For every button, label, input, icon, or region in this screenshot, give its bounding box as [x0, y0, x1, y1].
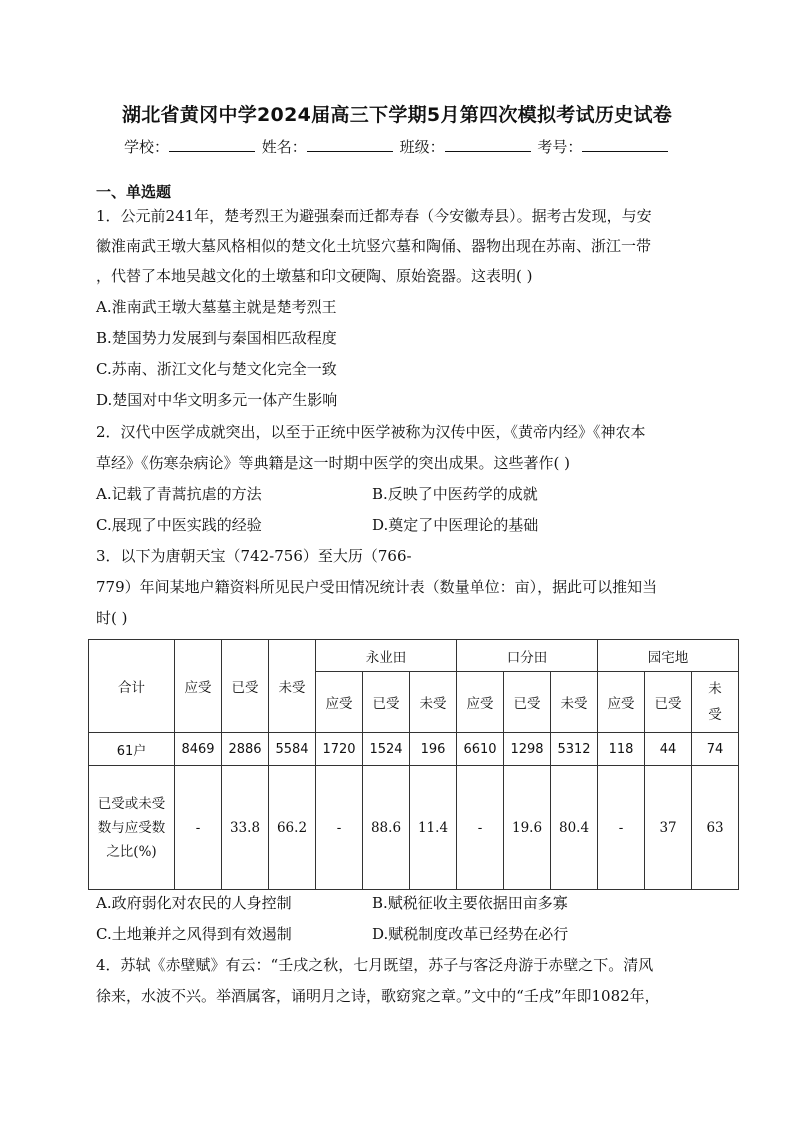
q2-option-b[interactable]: B.反映了中医药学的成就: [372, 485, 538, 503]
school-blank[interactable]: [169, 137, 255, 152]
table-cell: 88.6: [363, 766, 410, 890]
table-cell: 63: [692, 766, 739, 890]
q1-option-c[interactable]: C.苏南、浙江文化与楚文化完全一致: [96, 360, 337, 378]
land-allocation-table: [88, 639, 739, 890]
table-cell: -: [457, 766, 504, 890]
sub-header: 未受: [551, 672, 598, 733]
table-cell: 2886: [222, 733, 269, 766]
class-blank[interactable]: [445, 137, 531, 152]
q2-option-a[interactable]: A.记载了青蒿抗虐的方法: [96, 485, 262, 503]
q1-option-b[interactable]: B.楚国势力发展到与秦国相匹敌程度: [96, 329, 337, 347]
name-label: 姓名：: [261, 138, 307, 156]
header-received: 已受: [222, 640, 269, 733]
table-cell: 33.8: [222, 766, 269, 890]
q1-option-a[interactable]: A.淮南武王墩大墓墓主就是楚考烈王: [96, 298, 337, 316]
school-label: 学校：: [124, 138, 170, 156]
q3-option-d[interactable]: D.赋税制度改革已经势在必行: [372, 925, 569, 943]
table-cell: 8469: [175, 733, 222, 766]
table-cell: 66.2: [269, 766, 316, 890]
q2-line: 草经》《伤寒杂病论》等典籍是这一时期中医学的突出成果。这些著作( ): [96, 454, 570, 472]
q1-line: 徽淮南武王墩大墓风格相似的楚文化土坑竖穴墓和陶俑、器物出现在苏南、浙江一带: [96, 237, 652, 255]
q3-option-b[interactable]: B.赋税征收主要依据田亩多寡: [372, 894, 568, 912]
q1-option-d[interactable]: D.楚国对中华文明多元一体产生影响: [96, 391, 338, 409]
sub-header: 应受: [598, 672, 645, 733]
sub-header: 应受: [316, 672, 363, 733]
table-cell: 11.4: [410, 766, 457, 890]
name-blank[interactable]: [307, 137, 393, 152]
table-cell: -: [316, 766, 363, 890]
exam-title: 湖北省黄冈中学2024届高三下学期5月第四次模拟考试历史试卷: [121, 104, 673, 126]
exam-number-label: 考号：: [537, 138, 583, 156]
q4-line: 4．苏轼《赤壁赋》有云：“壬戌之秋，七月既望，苏子与客泛舟游于赤壁之下。清风: [96, 956, 654, 974]
class-label: 班级：: [399, 138, 445, 156]
section-heading: 一、单选题: [96, 183, 172, 201]
table-cell: 19.6: [504, 766, 551, 890]
table-cell: 196: [410, 733, 457, 766]
sub-header: 应受: [457, 672, 504, 733]
table-cell: 118: [598, 733, 645, 766]
table-cell: 1720: [316, 733, 363, 766]
q3-line: 3．以下为唐朝天宝（742-756）至大历（766-: [96, 547, 412, 565]
q1-line: ，代替了本地吴越文化的土墩墓和印文硬陶、原始瓷器。这表明( ): [96, 267, 533, 285]
table-cell: 1298: [504, 733, 551, 766]
q1-line: 1．公元前241年，楚考烈王为避强秦而迁都寿春（今安徽寿县）。据考古发现，与安: [96, 207, 652, 225]
exam-number-blank[interactable]: [582, 137, 668, 152]
sub-header: 已受: [504, 672, 551, 733]
table-cell: 5312: [551, 733, 598, 766]
q3-line: 779）年间某地户籍资料所见民户受田情况统计表（数量单位：亩），据此可以推知当: [96, 578, 658, 596]
group-header-yuanzhai: 园宅地: [598, 640, 739, 672]
student-info-row: [124, 136, 670, 157]
table-cell: 1524: [363, 733, 410, 766]
table-cell: 44: [645, 733, 692, 766]
table-row: [89, 733, 739, 766]
sub-header: 已受: [645, 672, 692, 733]
table-cell: -: [175, 766, 222, 890]
group-header-koufen: 口分田: [457, 640, 598, 672]
q3-line: 时( ): [96, 609, 128, 627]
q2-option-c[interactable]: C.展现了中医实践的经验: [96, 516, 262, 534]
q2-line: 2．汉代中医学成就突出，以至于正统中医学被称为汉传中医，《黄帝内经》《神农本: [96, 423, 646, 441]
q4-line: 徐来，水波不兴。举酒属客，诵明月之诗，歌窈窕之章。”文中的“壬戌”年即1082年，: [96, 987, 660, 1005]
header-should-receive: 应受: [175, 640, 222, 733]
table-cell: 6610: [457, 733, 504, 766]
ratio-row-label: 已受或未受数与应受数之比(%): [89, 766, 175, 890]
header-not-received: 未受: [269, 640, 316, 733]
q2-option-d[interactable]: D.奠定了中医理论的基础: [372, 516, 539, 534]
table-row: [89, 766, 739, 890]
q3-option-c[interactable]: C.土地兼并之风得到有效遏制: [96, 925, 292, 943]
sub-header: 已受: [363, 672, 410, 733]
sub-header: 未受: [692, 672, 739, 733]
table-cell: 61户: [89, 733, 175, 766]
table-cell: 37: [645, 766, 692, 890]
table-cell: 80.4: [551, 766, 598, 890]
q3-option-a[interactable]: A.政府弱化对农民的人身控制: [96, 894, 292, 912]
group-header-yongye: 永业田: [316, 640, 457, 672]
sub-header: 未受: [410, 672, 457, 733]
table-cell: -: [598, 766, 645, 890]
header-total: 合计: [89, 640, 175, 733]
table-cell: 5584: [269, 733, 316, 766]
table-cell: 74: [692, 733, 739, 766]
